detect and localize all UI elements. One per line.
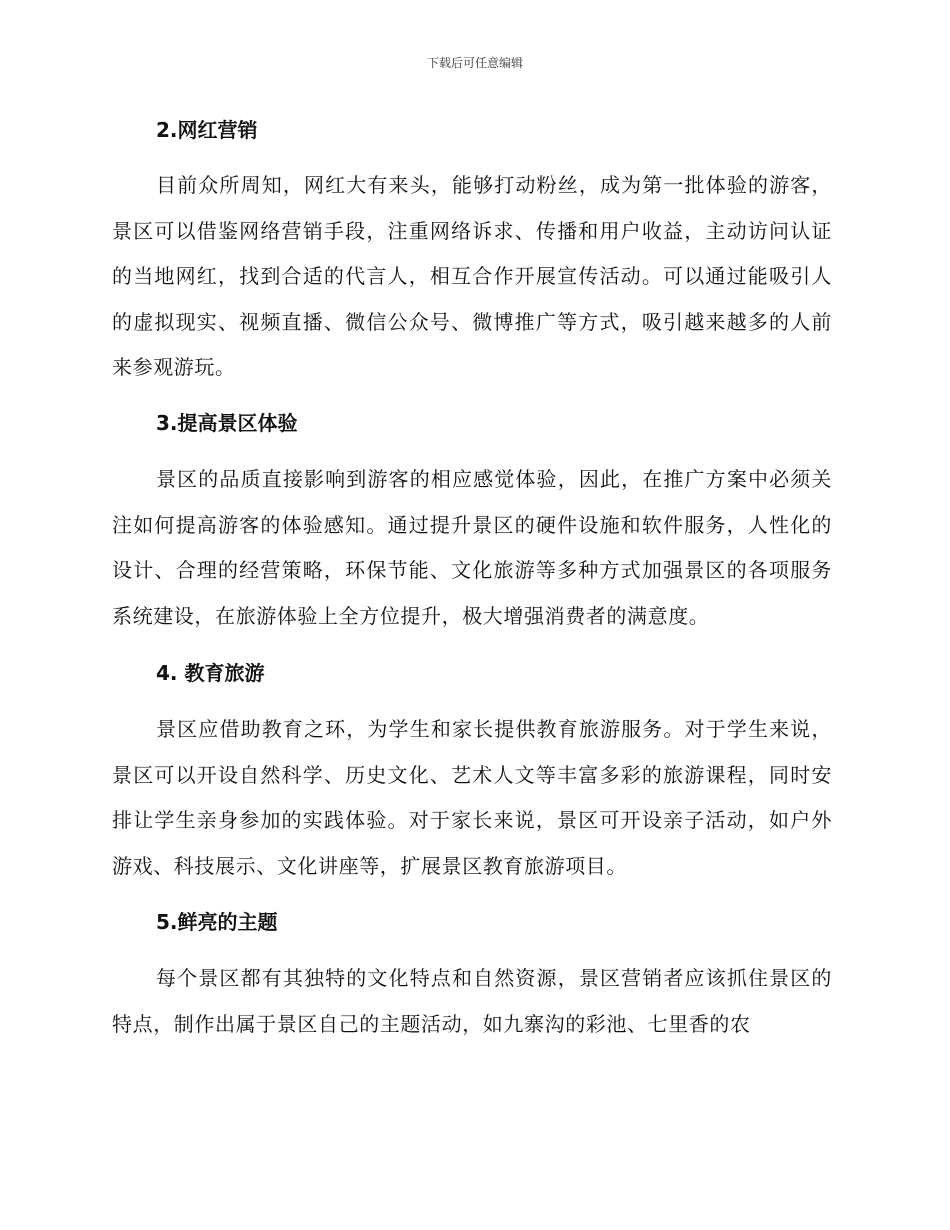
section-paragraph: 目前众所周知，网红大有来头，能够打动粉丝，成为第一批体验的游客，景区可以借鉴网络营销手段，注重网络诉求、传播和用户收益，主动访问认证的当地网红，找到合适的代言人，相互合作开展宣传活动。可以通过能吸引人的虚拟现实、视频直播、微信公众号、微博推广等方式，吸引越来越多的人前来参观游玩。 (112, 173, 832, 379)
page-header: 下载后可任意编辑 (426, 56, 523, 70)
section-paragraph: 景区的品质直接影响到游客的相应感觉体验，因此，在推广方案中必须关注如何提高游客的体验感知。通过提升景区的硬件设施和软件服务，人性化的设计、合理的经营策略，环保节能、文化旅游等多种方式加强景区的各项服务系统建设，在旅游体验上全方位提升，极大增强消费者的满意度。 (112, 467, 832, 628)
section-heading: 4. 教育旅游 (156, 661, 265, 685)
section-paragraph: 景区应借助教育之环，为学生和家长提供教育旅游服务。对于学生来说，景区可以开设自然科学、历史文化、艺术人文等丰富多彩的旅游课程，同时安排让学生亲身参加的实践体验。对于家长来说，景区可开设亲子活动，如户外游戏、科技展示、文化讲座等，扩展景区教育旅游项目。 (112, 717, 832, 878)
section-heading: 2.网红营销 (156, 118, 258, 142)
section-paragraph: 每个景区都有其独特的文化特点和自然资源，景区营销者应该抓住景区的特点，制作出属于景区自己的主题活动，如九寨沟的彩池、七里香的农 (112, 966, 832, 1036)
section-heading: 3.提高景区体验 (156, 411, 298, 435)
section-heading: 5.鲜亮的主题 (156, 910, 278, 934)
